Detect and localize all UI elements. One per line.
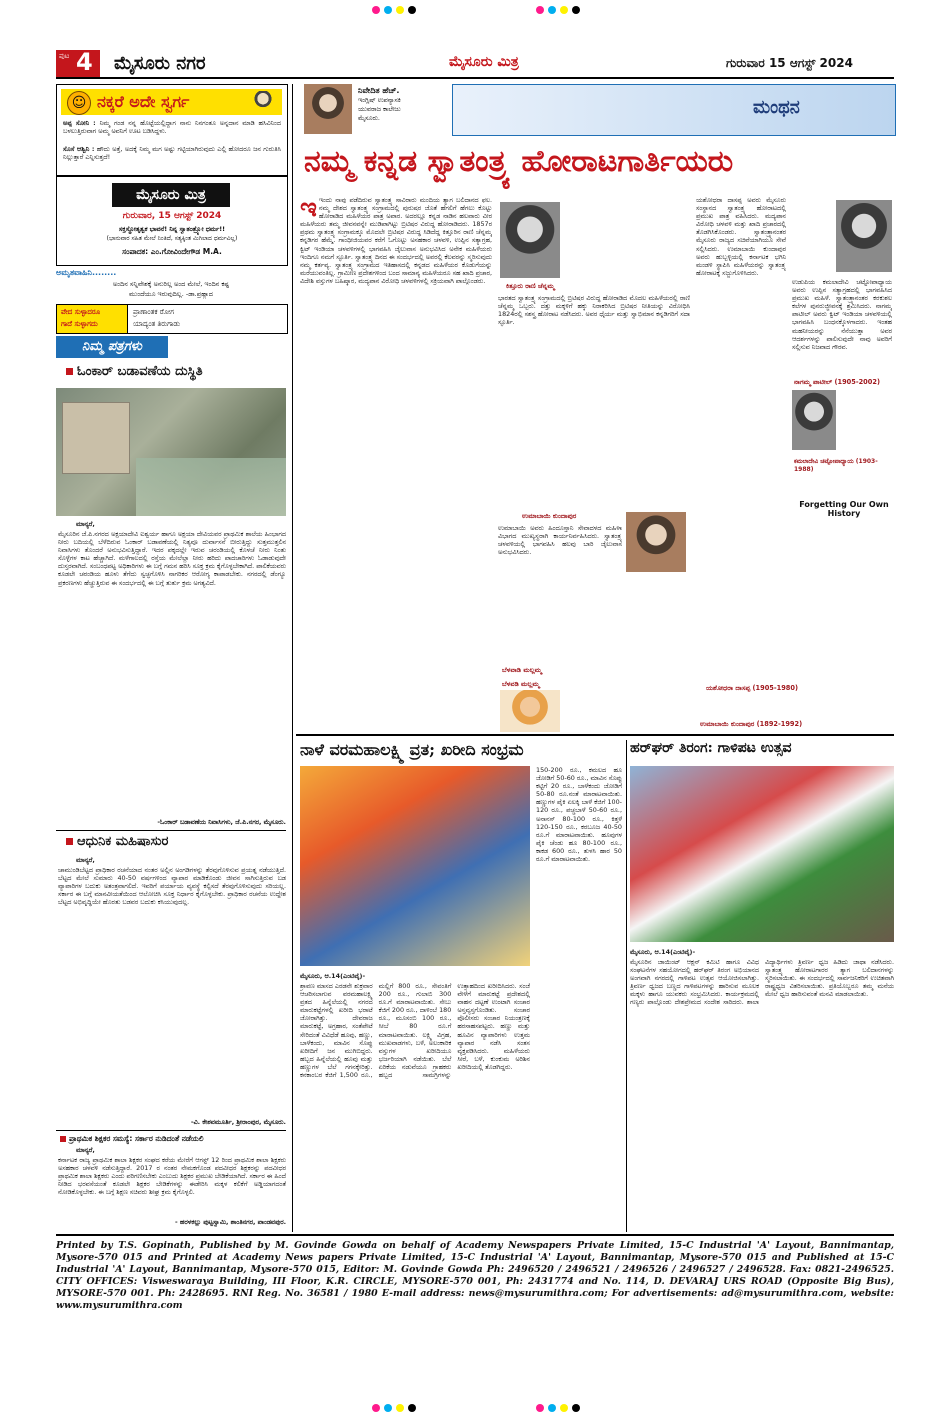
paper-box-title xyxy=(112,183,230,207)
kite-body: ಮೈಸೂರಿನ ಜಾಯಿಂಟ್ ಆಕ್ಷನ್ ಕಮಿಟಿ ಹಾಗೂ ವಿವಿಧ ಸಂಘಟನೆಗಳ ಸಹಯೋಗದಲ್ಲಿ ಹರ್‌ಘರ್ ತಿರಂಗ ಅಭಿಯಾನದ ಅಂಗವಾಗಿ ನಗರದಲ್ಲಿ ಗಾಳಿಪಟ ಉತ್ಸವ ಆಯೋಜಿಸಲಾಗಿತ್ತು. ತ್ರಿವರ್ಣ ಧ್ವಜದ ಬಣ್ಣದ ಗಾಳಿಪಟಗಳನ್ನು ಹಾರಿಸುವ ಮೂಲಕ ಮಕ್ಕಳು ಹಾಗೂ ಯುವಕರು ಸಂಭ್ರಮಿಸಿದರು. ಕಾರ್ಯಕ್ರಮದಲ್ಲಿ ಗಣ್ಯರು ಪಾಲ್ಗೊಂಡು ದೇಶಪ್ರೇಮದ ಸಂದೇಶ ಸಾರಿದರು. ಶಾಲಾ ವಿದ್ಯಾರ್ಥಿಗಳು ತ್ರಿವರ್ಣ ಧ್ವಜ ಹಿಡಿದು ಜಾಥಾ ನಡೆಸಿದರು. ಸ್ವಾತಂತ್ರ್ಯ ಹೋರಾಟಗಾರರ ತ್ಯಾಗ ಬಲಿದಾನಗಳನ್ನು ಸ್ಮರಿಸಲಾಯಿತು. ಈ ಸಂದರ್ಭದಲ್ಲಿ ಸಾರ್ವಜನಿಕರಿಗೆ ಉಚಿತವಾಗಿ ರಾಷ್ಟ್ರಧ್ವಜ ವಿತರಿಸಲಾಯಿತು. ಪ್ರತಿಯೊಬ್ಬರೂ ತಮ್ಮ ಮನೆಯ ಮೇಲೆ ಧ್ವಜ ಹಾರಿಸುವಂತೆ ಮನವಿ ಮಾಡಲಾಯಿತು. xyxy=(630,958,894,1007)
letter1-sign: -ಓಂಕಾರ್ ಬಡಾವಣೆಯ ನಿವಾಸಿಗಳು, ಜೆ.ಪಿ.ನಗರ, ಮೈಸೂರು. xyxy=(157,818,286,826)
registration-mark xyxy=(536,6,544,14)
section-title: ಮೈಸೂರು ನಗರ xyxy=(114,53,206,74)
letter1-body: ಮೈಸೂರಿನ ಜೆ.ಪಿ.ನಗರದ ಅಕ್ಷಯಾದೇವಿ ಐಶ್ವರ್ಯ ಹಾಗೂ ಅಕ್ಷಯಾ ದೇವಿಯವರ ಪ್ರಾಥಮಿಕ ಶಾಲೆಯ ಹಿಂಭಾಗದ ನೀರು ಬದಿಯಲ್ಲಿ ಬೆಳೆದಿರುವ ಓಂಕಾರ್ ಬಡಾವಣೆಯಲ್ಲಿ ನಿತ್ಯವೂ ದುರ್ವಾಸನೆ ಬೀರುತ್ತಿದ್ದು ಸುತ್ತಮುತ್ತಲಿನ ನಿವಾಸಿಗಳು ತೊಂದರೆ ಅನುಭವಿಸುತ್ತಿದ್ದಾರೆ. ಇದರ ಪಕ್ಕದಲ್ಲೇ ಇರುವ ಚರಂಡಿಯಲ್ಲಿ ಕೊಳಚೆ ನೀರು ನಿಂತು ಸೊಳ್ಳೆಗಳ ಕಾಟ ಹೆಚ್ಚಾಗಿದೆ. ಮಳೆಗಾಲದಲ್ಲಿ ರಸ್ತೆಯ ಮೇಲೆಲ್ಲಾ ನೀರು ಹರಿದು ಪಾದಚಾರಿಗಳು ಓಡಾಡುವುದೇ ದುಸ್ತರವಾಗಿದೆ. ಸಂಬಂಧಪಟ್ಟ ಅಧಿಕಾರಿಗಳು ಈ ಬಗ್ಗೆ ಗಮನ ಹರಿಸಿ ಸೂಕ್ತ ಕ್ರಮ ಕೈಗೊಳ್ಳಬೇಕಾಗಿದೆ. ಪಾಲಿಕೆಯವರು ಕೂಡಲೇ ಚರಂಡಿಯ ಹೂಳು ತೆಗೆದು ಸ್ವಚ್ಛಗೊಳಿಸಿ ನಾಗರಿಕರ ಆರೋಗ್ಯ ಕಾಪಾಡಬೇಕು. ನಗರದಲ್ಲಿ ಡೆಂಗ್ಯೂ ಪ್ರಕರಣಗಳು ಹೆಚ್ಚುತ್ತಿರುವ ಈ ಸಂದರ್ಭದಲ್ಲಿ ಈ ಬಗ್ಗೆ ತುರ್ತು ಕ್ರಮ ಅಗತ್ಯವಿದೆ. xyxy=(58,530,286,587)
bullet-square-icon xyxy=(66,368,73,375)
registration-mark xyxy=(408,6,416,14)
registration-mark xyxy=(536,1404,544,1412)
cartoon-icon xyxy=(251,91,275,113)
col3-subhead-2: ಉಮಾಬಾಯಿ ಕುಂದಾಪುರ (1892-1992) xyxy=(700,720,803,728)
col4-subhead-1: ನಾಗಮ್ಮ ಪಾಟೀಲ್ (1905-2002) xyxy=(794,378,880,386)
col2-text-2: ಉಮಾಬಾಯಿ ಅವರು ಹಿಂದೂಸ್ತಾನಿ ಸೇವಾದಳದ ಮಹಿಳಾ ವಿಭಾಗದ ಮುಖ್ಯಸ್ಥರಾಗಿ ಕಾರ್ಯನಿರ್ವಹಿಸಿದರು. ಸ್ವಾತಂತ್ರ್ಯ ಚಳವಳಿಯಲ್ಲಿ ಭಾಗವಹಿಸಿ ಹಲವು ಬಾರಿ ಜೈಲುವಾಸ ಅನುಭವಿಸಿದರು. xyxy=(498,524,622,557)
col2-subhead-2: ಉಮಾಬಾಯಿ ಕುಂದಾಪುರ xyxy=(522,512,577,520)
english-phrase: Forgetting Our Own History xyxy=(799,500,889,518)
humour-line2 xyxy=(63,145,281,171)
registration-mark xyxy=(396,6,404,14)
proverb-text-2: ಯಾದ್ಯಂತ ತಿರುಗಾಡು xyxy=(133,320,181,328)
manthana-feature xyxy=(296,84,894,734)
author-name: ನಿವೇದಿತ ಹೆಚ್. xyxy=(358,86,400,95)
letter2-body: ಚಾಮುಂಡಿಬೆಟ್ಟದ ಪ್ರಾಧಿಕಾರ ರಚನೆಯಾದ ನಂತರ ಅಲ್ಲಿನ ಅಂಗಡಿಗಳನ್ನು ತೆರವುಗೊಳಿಸುವ ಪ್ರಯತ್ನ ನಡೆಯುತ್ತಿದೆ. ಬೆಟ್ಟದ ಮೇಲೆ ಸುಮಾರು 40-50 ವರ್ಷಗಳಿಂದ ವ್ಯಾಪಾರ ಮಾಡಿಕೊಂಡು ಜೀವನ ಸಾಗಿಸುತ್ತಿರುವ ಬಡ ವ್ಯಾಪಾರಿಗಳ ಬದುಕು ಅತಂತ್ರವಾಗಲಿದೆ. ಇವರಿಗೆ ಪರ್ಯಾಯ ವ್ಯವಸ್ಥೆ ಕಲ್ಪಿಸದೆ ತೆರವುಗೊಳಿಸುವುದು ಸರಿಯಲ್ಲ. ಸರ್ಕಾರ ಈ ಬಗ್ಗೆ ಮಾನವೀಯತೆಯಿಂದ ಆಲೋಚಿಸಿ ಸೂಕ್ತ ನಿರ್ಧಾರ ಕೈಗೊಳ್ಳಬೇಕು. ಪ್ರಾಧಿಕಾರ ರಚನೆಯ ಉದ್ದೇಶ ಬೆಟ್ಟದ ಅಭಿವೃದ್ಧಿಯೇ ಹೊರತು ಬಡವರ ಬದುಕು ಕಸಿಯುವುದಲ್ಲ. xyxy=(58,866,286,907)
letter2-sign: -ವಿ. ಕೇಶವಮೂರ್ತಿ, ಶ್ರೀರಾಂಪುರ, ಮೈಸೂರು. xyxy=(190,1118,286,1126)
author-role: ಇಂಗ್ಲಿಷ್ ಉಪನ್ಯಾಸಕಿ xyxy=(358,96,401,104)
editor-line xyxy=(57,247,287,257)
col2-text-1: ಭಾರತದ ಸ್ವಾತಂತ್ರ್ಯ ಸಂಗ್ರಾಮದಲ್ಲಿ ಬ್ರಿಟಿಷರ ವಿರುದ್ಧ ಹೋರಾಡಿದ ಮೊದಲ ಮಹಿಳೆಯರಲ್ಲಿ ರಾಣಿ ಚೆನ್ನಮ್ಮ ಒಬ್ಬರು. ದತ್ತು ಮಕ್ಕಳಿಗೆ ಹಕ್ಕು ನಿರಾಕರಿಸಿದ ಬ್ರಿಟಿಷರ ನೀತಿಯನ್ನು ವಿರೋಧಿಸಿ 1824ರಲ್ಲಿ ಸಶಸ್ತ್ರ ಹೋರಾಟ ನಡೆಸಿದರು. ಅವರ ಧೈರ್ಯ ಮತ್ತು ಸ್ವಾಭಿಮಾನ ಕನ್ನಡಿಗರಿಗೆ ಸದಾ ಸ್ಫೂರ್ತಿ. xyxy=(498,294,690,327)
editor-label: ಸಂಪಾದಕ: xyxy=(122,247,149,256)
author-photo xyxy=(304,84,352,134)
mallamma-illustration xyxy=(500,690,560,732)
registration-mark xyxy=(372,1404,380,1412)
editor-name: ಎಂ.ಗೋವಿಂದೇಗೌಡ M.A. xyxy=(150,247,222,256)
proverb-label-2: ಗಾದೆ ಸುಳ್ಳಾಗದು xyxy=(61,320,98,328)
umabai-photo xyxy=(626,512,686,572)
story-prices: 150-200 ರೂ., ಕಮಲದ ಹೂ ಜೋಡಿಗೆ 50-60 ರೂ., ಮಾವಿನ ಸೊಪ್ಪು ಕಟ್ಟಿಗೆ 20 ರೂ., ಬಾಳೆಕಂದು ಜೋಡಿಗೆ 50-80 ರೂ.ನಂತೆ ಮಾರಾಟವಾಯಿತು. ಹಣ್ಣುಗಳ ಪೈಕಿ ಏಲಕ್ಕಿ ಬಾಳೆ ಕೆಜಿಗೆ 100-120 ರೂ., ಪಚ್ಚಬಾಳೆ 50-60 ರೂ., ಅನಾನಸ್ 80-100 ರೂ., ಕಿತ್ತಳೆ 120-150 ರೂ., ಕರಬೂಜ 40-50 ರೂ.ಗೆ ಮಾರಾಟವಾಯಿತು. ಹೂವುಗಳ ಪೈಕಿ ಚೆಂಡು ಹೂ 80-100 ರೂ., ಕಾಕಡ 600 ರೂ., ತುಳಸಿ ಹಾರ 50 ರೂ.ಗೆ ಮಾರಾಟವಾಯಿತು. xyxy=(536,766,622,864)
registration-mark xyxy=(560,6,568,14)
paper-box-date: ಗುರುವಾರ, 15 ಆಗಸ್ಟ್ 2024 xyxy=(122,211,222,221)
humour-banner xyxy=(61,89,282,115)
paper-name: ಮೈಸೂರು ಮಿತ್ರ xyxy=(449,54,519,70)
humour-title: ನಕ್ಕರೆ ಅದೇ ಸ್ವರ್ಗ xyxy=(97,92,190,111)
masthead xyxy=(56,50,894,78)
left-column xyxy=(56,84,288,1232)
registration-mark xyxy=(548,1404,556,1412)
proverb-label xyxy=(57,305,128,333)
proverb-label-1: ವೇದ ಸುಳ್ಳಾದರೂ xyxy=(61,308,101,316)
feature-intro-text: ಇಂದು ನಾವು ಪಡೆದಿರುವ ಸ್ವಾತಂತ್ರ್ಯ ಸಾವಿರಾರು ಮಂದಿಯ ತ್ಯಾಗ ಬಲಿದಾನದ ಫಲ. ನಮ್ಮ ದೇಶದ ಸ್ವಾತಂತ್ರ್ಯ ಸಂಗ್ರಾಮದಲ್ಲಿ ಪುರುಷರ ಜೊತೆ ಹೆಗಲಿಗೆ ಹೆಗಲು ಕೊಟ್ಟು ಹೋರಾಡಿದ ಮಹಿಳೆಯರ ಪಾತ್ರ ಅಪಾರ. ಅದರಲ್ಲೂ ಕನ್ನಡ ನಾಡಿನ ಹಲವಾರು ವೀರ ಮಹಿಳೆಯರು ತಮ್ಮ ಜೀವನವನ್ನೇ ಮುಡಿಪಾಗಿಟ್ಟು ಬ್ರಿಟಿಷರ ವಿರುದ್ಧ ಹೋರಾಡಿದರು. 1857ರ ಪ್ರಥಮ ಸ್ವಾತಂತ್ರ್ಯ ಸಂಗ್ರಾಮಕ್ಕೂ ಮೊದಲೇ ಬ್ರಿಟಿಷರ ವಿರುದ್ಧ ಸಿಡಿದೆದ್ದ ಕಿತ್ತೂರಿನ ರಾಣಿ ಚೆನ್ನಮ್ಮ ಕನ್ನಡಿಗರ ಹೆಮ್ಮೆ. ಗಾಂಧೀಜಿಯವರ ಕರೆಗೆ ಓಗೊಟ್ಟು ಅಸಹಕಾರ ಚಳವಳಿ, ಉಪ್ಪಿನ ಸತ್ಯಾಗ್ರಹ, ಕ್ವಿಟ್ ಇಂಡಿಯಾ ಚಳವಳಿಗಳಲ್ಲಿ ಭಾಗವಹಿಸಿ ಜೈಲುವಾಸ ಅನುಭವಿಸಿದ ಅನೇಕ ಮಹಿಳೆಯರು ಇಂದಿಗೂ ನಮಗೆ ಸ್ಫೂರ್ತಿ. ಸ್ವಾತಂತ್ರ್ಯ ದಿನದ ಈ ಸಂದರ್ಭದಲ್ಲಿ ಅವರಲ್ಲಿ ಕೆಲವರನ್ನು ಸ್ಮರಿಸುವುದು ನಮ್ಮ ಕರ್ತವ್ಯ. ಸ್ವಾತಂತ್ರ್ಯ ಸಂಗ್ರಾಮದ ಇತಿಹಾಸದಲ್ಲಿ ಕನ್ನಡದ ಮಹಿಳೆಯರ ಕೊಡುಗೆಯನ್ನು ಮರೆಯುವಂತಿಲ್ಲ. ಗ್ರಾಮೀಣ ಪ್ರದೇಶಗಳಿಂದ ಬಂದ ಸಾಮಾನ್ಯ ಮಹಿಳೆಯರೂ ಸಹ ಖಾದಿ ಪ್ರಚಾರ, ವಿದೇಶಿ ವಸ್ತುಗಳ ಬಹಿಷ್ಕಾರ, ಮದ್ಯಪಾನ ವಿರೋಧಿ ಚಳವಳಿಗಳಲ್ಲಿ ಸಕ್ರಿಯವಾಗಿ ಪಾಲ್ಗೊಂಡರು. xyxy=(300,196,492,285)
story-dateline: ಮೈಸೂರು, ಆ.14(ಎಂಟಿವೈ)- xyxy=(300,972,366,980)
letter2-salutation: ಮಾನ್ಯರೆ, xyxy=(76,856,95,864)
letter1-title xyxy=(66,364,286,379)
letter2-title xyxy=(66,834,286,849)
letter2-title-text: ಆಧುನಿಕ ಮಹಿಷಾಸುರ xyxy=(77,834,169,849)
laughing-face-icon: ☺ xyxy=(67,91,91,115)
bullet-square-icon xyxy=(66,838,73,845)
manthana-banner xyxy=(452,84,896,136)
letter3-body: ಕರ್ನಾಟಕ ರಾಜ್ಯ ಪ್ರಾಥಮಿಕ ಶಾಲಾ ಶಿಕ್ಷಕರ ಸಂಘದ ಕರೆಯ ಮೇರೆಗೆ ಆಗಸ್ಟ್ 12 ರಿಂದ ಪ್ರಾಥಮಿಕ ಶಾಲಾ ಶಿಕ್ಷಕರು ಅಸಹಕಾರ ಚಳವಳಿ ನಡೆಸುತ್ತಿದ್ದಾರೆ. 2017 ರ ನಂತರ ನೇಮಕಗೊಂಡ ಪದವೀಧರ ಶಿಕ್ಷಕರನ್ನು ಪದವೀಧರ ಪ್ರಾಥಮಿಕ ಶಾಲಾ ಶಿಕ್ಷಕರು ಎಂದು ಪರಿಗಣಿಸಬೇಕು ಎಂಬುದು ಶಿಕ್ಷಕರ ಪ್ರಮುಖ ಬೇಡಿಕೆಯಾಗಿದೆ. ಸರ್ಕಾರ ಈ ಹಿಂದೆ ನೀಡಿದ ಭರವಸೆಯಂತೆ ಕೂಡಲೇ ಶಿಕ್ಷಕರ ಬೇಡಿಕೆಗಳನ್ನು ಈಡೇರಿಸಿ ಮಕ್ಕಳ ಕಲಿಕೆಗೆ ಅಡ್ಡಿಯಾಗದಂತೆ ನೋಡಿಕೊಳ್ಳಬೇಕು. ಈ ಬಗ್ಗೆ ಶಿಕ್ಷಣ ಸಚಿವರು ಶೀಘ್ರ ಕ್ರಮ ಕೈಗೊಳ್ಳಲಿ. xyxy=(58,1156,286,1197)
page-number: 4 xyxy=(76,48,93,76)
kite-dateline: ಮೈಸೂರು, ಆ.14(ಎಂಟಿವೈ)- xyxy=(630,948,696,956)
col2-subhead-4: ಬೆಳವಾಡಿ ಮಲ್ಲಮ್ಮ xyxy=(502,666,542,674)
amrutha-box xyxy=(56,268,286,304)
divider xyxy=(56,830,286,831)
registration-mark xyxy=(560,1404,568,1412)
letters-banner xyxy=(56,336,168,358)
drainage-water xyxy=(136,458,286,516)
story-body: ಶ್ರಾವಣ ಮಾಸದ ಎರಡನೇ ಶುಕ್ರವಾರ ಆಚರಿಸಲಾಗುವ ವರಮಹಾಲಕ್ಷ್ಮಿ ವ್ರತದ ಹಿನ್ನೆಲೆಯಲ್ಲಿ ನಗರದ ಮಾರುಕಟ್ಟೆಗಳಲ್ಲಿ ಖರೀದಿ ಭರಾಟೆ ಜೋರಾಗಿತ್ತು. ದೇವರಾಜ ಮಾರುಕಟ್ಟೆ, ಅಗ್ರಹಾರ, ಸಂತೆಪೇಟೆ ಸೇರಿದಂತೆ ವಿವಿಧೆಡೆ ಹೂವು, ಹಣ್ಣು, ಬಾಳೆಕಂದು, ಮಾವಿನ ಸೊಪ್ಪು ಖರೀದಿಗೆ ಜನ ಮುಗಿಬಿದ್ದರು. ಹಬ್ಬದ ಹಿನ್ನೆಲೆಯಲ್ಲಿ ಹೂವು ಮತ್ತು ಹಣ್ಣುಗಳ ಬೆಲೆ ಗಗನಕ್ಕೇರಿತ್ತು. ಕನಕಾಂಬರ ಕೆಜಿಗೆ 1,500 ರೂ., ಮಲ್ಲಿಗೆ 800 ರೂ., ಸೇವಂತಿಗೆ 200 ರೂ., ಗುಲಾಬಿ 300 ರೂ.ಗೆ ಮಾರಾಟವಾಯಿತು. ಸೇಬು ಕೆಜಿಗೆ 200 ರೂ., ದಾಳಿಂಬೆ 180 ರೂ., ಮೂಸಂಬಿ 100 ರೂ., ಸೀಬೆ 80 ರೂ.ಗೆ ಮಾರಾಟವಾಯಿತು. ಲಕ್ಷ್ಮಿ ವಿಗ್ರಹ, ಮುಖವಾಡಗಳು, ಬಳೆ, ಅಲಂಕಾರಿಕ ವಸ್ತುಗಳ ಖರೀದಿಯೂ ಭರ್ಜರಿಯಾಗಿ ನಡೆಯಿತು. ಬೆಲೆ ಏರಿಕೆಯ ನಡುವೆಯೂ ಗ್ರಾಹಕರು ಹಬ್ಬದ ಸಾಮಗ್ರಿಗಳನ್ನು ಉತ್ಸಾಹದಿಂದ ಖರೀದಿಸಿದರು. ಸಂಜೆ ವೇಳೆಗೆ ಮಾರುಕಟ್ಟೆ ಪ್ರದೇಶದಲ್ಲಿ ವಾಹನ ದಟ್ಟಣೆ ಉಂಟಾಗಿ ಸಂಚಾರ ಅಸ್ತವ್ಯಸ್ತಗೊಂಡಿತು. ಸಂಚಾರ ಪೊಲೀಸರು ಸಂಚಾರ ನಿಯಂತ್ರಣಕ್ಕೆ ಹರಸಾಹಸಪಟ್ಟರು. ಹಣ್ಣು ಮತ್ತು ಹೂವಿನ ವ್ಯಾಪಾರಿಗಳು ಉತ್ತಮ ವ್ಯಾಪಾರ ನಡೆಸಿ ಸಂತಸ ವ್ಯಕ್ತಪಡಿಸಿದರು. ಮಹಿಳೆಯರು ಸೀರೆ, ಬಳೆ, ಕುಂಕುಮ ಅರಿಶಿನ ಖರೀದಿಯಲ್ಲಿ ತೊಡಗಿದ್ದರು. xyxy=(300,982,530,1080)
paper-box-line2: (ಭಾನುವಾರ ಸಹಿತ ಮೇಲೆ ನಿಂತಿದೆ, ಸತ್ಯಕ್ಕಿಂತ ಮಿಗಿಲಾದ ಧರ್ಮವಿಲ್ಲ) xyxy=(106,235,238,242)
footer-imprint: Printed by T.S. Gopinath, Published by M. Govinde Gowda on behalf of Academy Newspapers Private Limited, 15-C Industrial 'A' Layout, Bannimantap, Mysore-570 015 and Printed at Academy News papers Private Limited, 15-C Industrial 'A' Layout, Bannimantap, Mysore-570 015 and Published at 15-C Industrial 'A' Layout, Bannimantap, Mysore-570 015, Editor: M. Govinde Gowda Ph: 2496520 / 2496521 / 2496526 / 2496527 / 2496528. Fax: 0821-2496525. CITY OFFICES: Visweswaraya Building, III Floor, K.R. CIRCLE, MYSORE-570 001, Ph: 2431774 and No. 114, D. DEVARAJ URS ROAD (Opposite Big Bus), MYSORE-570 001. Ph: 2428695. RNI Reg. No. 36581 / 1980 E-mail address: news@mysurumithra.com; For advertisements: ad@mysurumithra.com, website: www.mysurumithra.com xyxy=(56,1240,894,1311)
building xyxy=(62,402,130,474)
registration-mark xyxy=(384,6,392,14)
col4-text: ಉಡುಪಿಯ ಕಮಲಾದೇವಿ ಚಟ್ಟೋಪಾಧ್ಯಾಯ ಅವರು ಉಪ್ಪಿನ ಸತ್ಯಾಗ್ರಹದಲ್ಲಿ ಭಾಗವಹಿಸಿದ ಪ್ರಮುಖ ಮಹಿಳೆ. ಸ್ವಾತಂತ್ರ್ಯಾನಂತರ ಕರಕುಶಲ ಕಲೆಗಳ ಪುನರುಜ್ಜೀವನಕ್ಕೆ ಶ್ರಮಿಸಿದರು. ನಾಗಮ್ಮ ಪಾಟೀಲ್ ಅವರು ಕ್ವಿಟ್ ಇಂಡಿಯಾ ಚಳವಳಿಯಲ್ಲಿ ಭಾಗವಹಿಸಿ ಬಂಧನಕ್ಕೊಳಗಾದರು. ಇಂತಹ ಮಹನೀಯರನ್ನು ನೆನೆಯುತ್ತಾ ಅವರ ಆದರ್ಶಗಳನ್ನು ಪಾಲಿಸುವುದೇ ನಾವು ಅವರಿಗೆ ಸಲ್ಲಿಸುವ ನಿಜವಾದ ಗೌರವ. xyxy=(792,278,892,351)
col2-subhead-3: ಬೆಳವಡಿ ಮಲ್ಲಮ್ಮ xyxy=(502,680,540,688)
col3-text: ಯಶೋಧರಾ ದಾಸಪ್ಪ ಅವರು ಮೈಸೂರು ಸಂಸ್ಥಾನದ ಸ್ವಾತಂತ್ರ್ಯ ಹೋರಾಟದಲ್ಲಿ ಪ್ರಮುಖ ಪಾತ್ರ ವಹಿಸಿದರು. ಮದ್ಯಪಾನ ವಿರೋಧಿ ಚಳವಳಿ ಮತ್ತು ಖಾದಿ ಪ್ರಚಾರದಲ್ಲಿ ತೊಡಗಿಸಿಕೊಂಡರು. ಸ್ವಾತಂತ್ರ್ಯಾನಂತರ ಮೈಸೂರು ರಾಜ್ಯದ ಸಚಿವೆಯಾಗಿಯೂ ಸೇವೆ ಸಲ್ಲಿಸಿದರು. ಉಮಾಬಾಯಿ ಕುಂದಾಪುರ ಅವರು ಹುಬ್ಬಳ್ಳಿಯಲ್ಲಿ ಕರ್ನಾಟಕ ಭಗಿನಿ ಮಂಡಳಿ ಸ್ಥಾಪಿಸಿ ಮಹಿಳೆಯರನ್ನು ಸ್ವಾತಂತ್ರ್ಯ ಹೋರಾಟಕ್ಕೆ ಸಜ್ಜುಗೊಳಿಸಿದರು. xyxy=(696,196,786,277)
proverb-text-1: ಪ್ರಾಣಾಂತಕ ರೋಗ xyxy=(133,308,174,316)
letter3-title-text: ಪ್ರಾಥಮಿಕ ಶಿಕ್ಷಕರ ಸಮಸ್ಯೆ: ಸರ್ಕಾರ ನುಡಿದಂತೆ ನಡೆಯಲಿ xyxy=(69,1134,204,1143)
letter1-title-text: ಓಂಕಾರ್ ಬಡಾವಣೆಯ ದುಸ್ಥಿತಿ xyxy=(77,364,203,379)
masthead-rule xyxy=(56,77,894,79)
divider xyxy=(56,1130,286,1131)
humour-box xyxy=(56,84,288,176)
registration-mark xyxy=(408,1404,416,1412)
humour-line1 xyxy=(63,119,281,143)
letter3-title xyxy=(60,1134,286,1144)
registration-mark xyxy=(396,1404,404,1412)
letter3-salutation: ಮಾನ್ಯರೆ, xyxy=(76,1146,95,1154)
registration-mark xyxy=(372,6,380,14)
page-number-box xyxy=(56,50,100,77)
col3-subhead-1: ಯಶೋಧರಾ ದಾಸಪ್ಪ (1905-1980) xyxy=(706,684,799,692)
proverb-box xyxy=(56,304,288,334)
letter1-photo xyxy=(56,388,286,516)
author-city: ಮೈಸೂರು. xyxy=(358,114,380,122)
paper-box-title-text: ಮೈಸೂರು ಮಿತ್ರ xyxy=(136,187,206,203)
feature-intro xyxy=(300,196,492,732)
varamahalakshmi-story xyxy=(296,740,624,1232)
amrutha-line1: ಅಂದಿನ ಸನ್ನಿವೇಶಕ್ಕೆ ಅನುರಿಲ್ಲ ಅಂದ ಮೇಲೆ, ಇಂದಿನ ಕಷ್ಟ xyxy=(112,280,230,288)
col4-subhead-2: ಕಮಲಾದೇವಿ ಚಟ್ಟೋಪಾಧ್ಯಾಯ (1903-1988) xyxy=(794,458,878,473)
section-label: ಮಂಥನ xyxy=(753,97,800,118)
column-rule xyxy=(626,740,627,1232)
registration-mark xyxy=(384,1404,392,1412)
market-photo xyxy=(300,766,530,966)
amrutha-title: ಅಮೃತವಾಹಿನಿ........ xyxy=(56,268,117,277)
page-label: ಪುಟ xyxy=(59,52,70,60)
amrutha-line2: ಮುಂದೆಯೂ ಇರುವುದಿಲ್ಲ. -ಡಾ.ಪ್ರಹ್ಲಾದ xyxy=(129,290,213,298)
bullet-square-icon xyxy=(60,1136,66,1142)
kamaladevi-photo xyxy=(792,390,836,450)
letter3-sign: - ಹರಳಕಲ್ಲು ಪುಟ್ಟಸ್ವಾಮಿ, ಶಾಂತಿನಗರ, ಪಾಂಡವಪುರ. xyxy=(58,1218,286,1227)
section-divider xyxy=(296,734,894,736)
author-college: ಯುವರಾಜ ಕಾಲೇಜು xyxy=(358,105,401,113)
humour-line2-label: ಸೊಸೆ ಆಶ್ವಿನಿ : xyxy=(63,145,95,153)
humour-line2-text: ಹೌದು ಅತ್ತೆ, ಅದಕ್ಕೆ ನಿಮ್ಮ ಮಗ ಅಷ್ಟು ಗಟ್ಟಿಯಾಗಿರುವುದು ಎಲ್ಲಿ ಹೋದರೂ ಜನ ಗುರುತಿಸಿ ನಿಲ್ಲುತ್ತಾರೆ ಎನ್ನಿಸುತ್ತದೆ! xyxy=(63,145,281,162)
col2-subhead-1: ಕಿತ್ತೂರು ರಾಣಿ ಚೆನ್ನಮ್ಮ xyxy=(506,282,555,290)
humour-line1-label: ಅಪ್ಪ ಸೋನಿ : xyxy=(63,119,96,127)
column-rule xyxy=(292,84,293,1232)
registration-mark xyxy=(572,6,580,14)
paper-info-box xyxy=(56,176,288,266)
story-headline: ನಾಳೆ ವರಮಹಾಲಕ್ಷ್ಮಿ ವ್ರತ; ಖರೀದಿ ಸಂಭ್ರಮ xyxy=(300,740,524,759)
registration-mark xyxy=(548,6,556,14)
footer-rule xyxy=(56,1234,894,1236)
feature-headline: ನಮ್ಮ ಕನ್ನಡ ಸ್ವಾತಂತ್ರ್ಯ ಹೋರಾಟಗಾರ್ತಿಯರು xyxy=(304,144,734,179)
kite-headline: ಹರ್‌ಘರ್ ತಿರಂಗ: ಗಾಳಿಪಟ ಉತ್ಸವ xyxy=(630,740,792,756)
kite-photo xyxy=(630,766,894,942)
registration-mark xyxy=(572,1404,580,1412)
chennamma-photo xyxy=(500,202,560,278)
kite-festival-story xyxy=(630,740,894,1232)
drop-cap: ಇ xyxy=(300,196,317,223)
letters-banner-text: ನಿಮ್ಮ ಪತ್ರಗಳು xyxy=(82,339,142,354)
freedom-fighter-photo xyxy=(836,200,892,272)
humour-line1-text: ನಿಮ್ಮ ಗಂಡ ನನ್ನ ಹೊಟ್ಟೆಯಲ್ಲಿದ್ದಾಗ ನಾನು ನಿನಗಂತೂ ಅನ್ನದಾನ ಮಾಡಿ ಹಸಿವಿನಿಂದ ಬಳಲುತ್ತಿರುವಾಗ ಅಮ್ಮ ಅವನಿಗೆ ಊಟ ಬಡಿಸಿದ್ದಳು. xyxy=(63,119,281,136)
issue-date: ಗುರುವಾರ 15 ಆಗಸ್ಟ್ 2024 xyxy=(726,56,853,70)
paper-box-line1: ಸಕ್ತಸ್ಥೋತೃತ್ವಕ ಭಾವನೆ! ನಿನ್ನ ಸ್ವಾತಂತ್ರ್ಯೋ ಧರ್ಮ!! xyxy=(118,225,226,233)
letter1-salutation: ಮಾನ್ಯರೆ, xyxy=(76,520,95,528)
